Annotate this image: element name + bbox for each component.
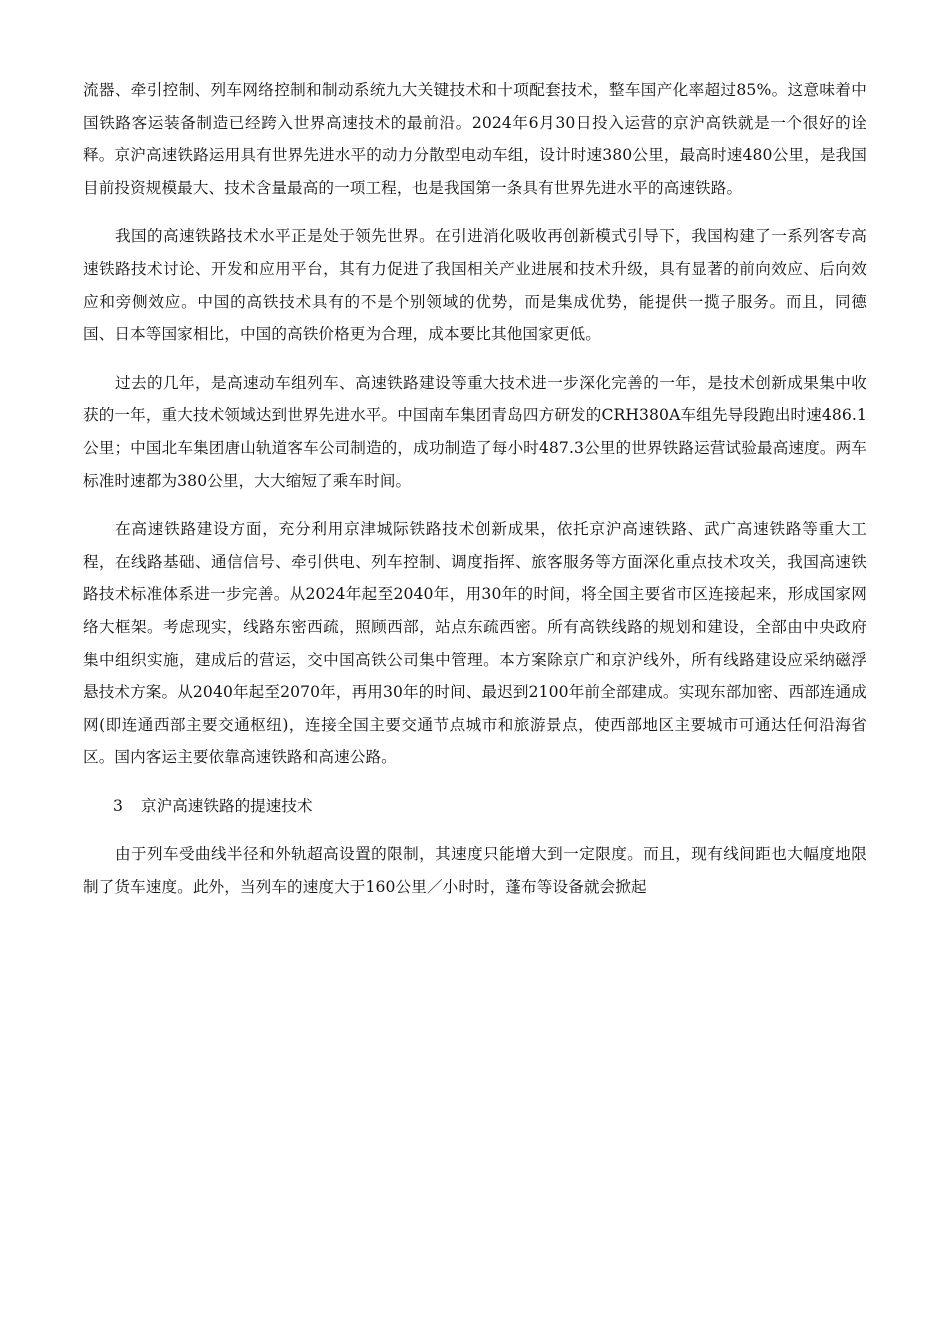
document-page — [83, 74, 867, 904]
paragraph-1: 流器、牵引控制、列车网络控制和制动系统九大关键技术和十项配套技术，整车国产化率超过85%。这意味着中国铁路客运装备制造已经跨入世界高速技术的最前沿。2024年6月30日投入运营的京沪高铁就是一个很好的诠释。京沪高速铁路运用具有世界先进水平的动力分散型电动车组，设计时速380公里，最高时速480公里，是我国目前投资规模最大、技术含量最高的一项工程，也是我国第一条具有世界先进水平的高速铁路。 — [83, 81, 867, 197]
section-number: 3 — [113, 796, 123, 815]
paragraph-2: 我国的高速铁路技术水平正是处于领先世界。在引进消化吸收再创新模式引导下，我国构建了一系列客专高速铁路技术讨论、开发和应用平台，其有力促进了我国相关产业进展和技术升级，具有显著的前向效应、后向效应和旁侧效应。中国的高铁技术具有的不是个别领域的优势，而是集成优势，能提供一揽子服务。而且，同德国、日本等国家相比，中国的高铁价格更为合理，成本要比其他国家更低。 — [83, 227, 867, 344]
paragraph-4: 在高速铁路建设方面，充分利用京津城际铁路技术创新成果，依托京沪高速铁路、武广高速铁路等重大工程，在线路基础、通信信号、牵引供电、列车控制、调度指挥、旅客服务等方面深化重点技术攻关，我国高速铁路技术标准体系进一步完善。从2024年起至2040年，用30年的时间，将全国主要省市区连接起来，形成国家网络大框架。考虑现实，线路东密西疏，照顾西部，站点东疏西密。所有高铁线路的规划和建设，全部由中央政府集中组织实施，建成后的营运，交中国高铁公司集中管理。本方案除京广和京沪线外，所有线路建设应采纳磁浮悬技术方案。从2040年起至2070年，再用30年的时间、最迟到2100年前全部建成。实现东部加密、西部连通成网(即连通西部主要交通枢纽)，连接全国主要交通节点城市和旅游景点，使西部地区主要城市可通达任何沿海省区。国内客运主要依靠高速铁路和高速公路。 — [83, 520, 867, 767]
section-title: 京沪高速铁路的提速技术 — [141, 796, 313, 815]
paragraph-5: 由于列车受曲线半径和外轨超高设置的限制，其速度只能增大到一定限度。而且，现有线间距也大幅度地限制了货车速度。此外，当列车的速度大于160公里／小时时，蓬布等设备就会掀起 — [83, 845, 867, 897]
section-heading — [83, 790, 867, 823]
paragraph-3: 过去的几年，是高速动车组列车、高速铁路建设等重大技术进一步深化完善的一年，是技术创新成果集中收获的一年，重大技术领域达到世界先进水平。中国南车集团青岛四方研发的CRH380A车组先导段跑出时速486.1公里；中国北车集团唐山轨道客车公司制造的，成功制造了每小时487.3公里的世界铁路运营试验最高速度。两车标准时速都为380公里，大大缩短了乘车时间。 — [83, 373, 867, 490]
